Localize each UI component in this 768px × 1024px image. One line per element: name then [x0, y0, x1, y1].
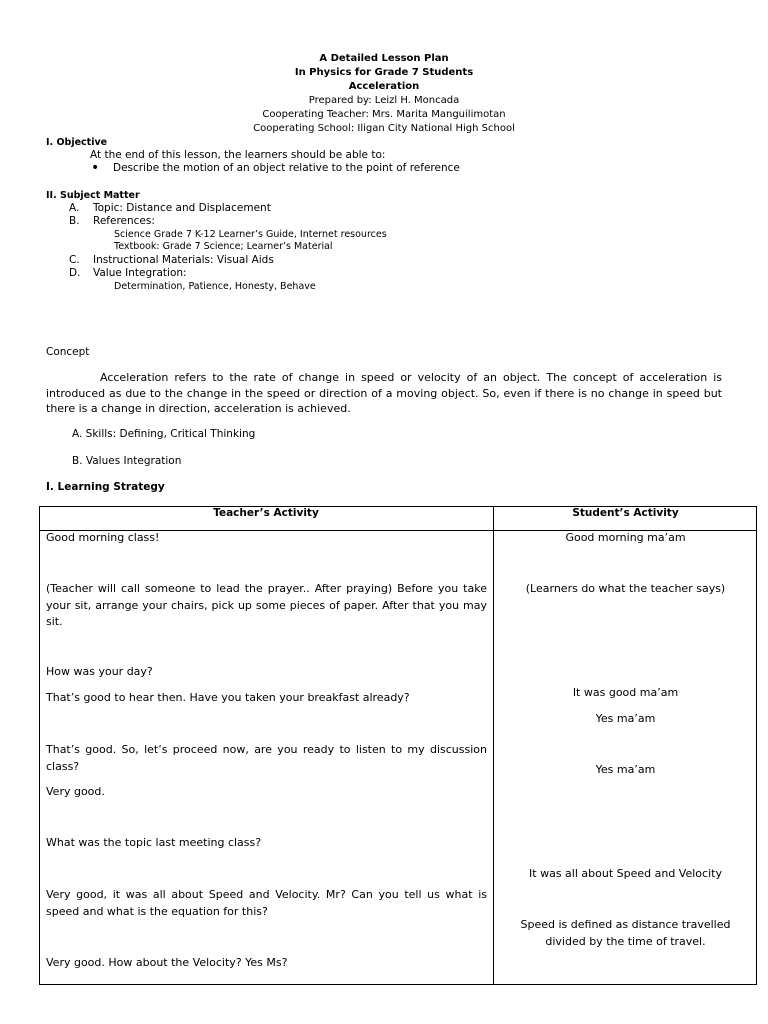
prepared-by: Prepared by: Leizl H. Moncada	[308, 95, 460, 106]
cooperating-teacher: Cooperating Teacher: Mrs. Marita Manguilimotan	[262, 109, 506, 120]
student-activity-row: (Learners do what the teacher says)	[525, 582, 726, 595]
teacher-activity-row: Very good. How about the Velocity? Yes Ms?	[46, 956, 288, 969]
student-activity-row: Yes ma’am	[595, 712, 656, 725]
document-title: A Detailed Lesson Plan	[319, 53, 449, 64]
teacher-activity-row: How was your day?	[46, 665, 153, 678]
objective-intro: At the end of this lesson, the learners should be able to:	[90, 149, 386, 161]
cooperating-school: Cooperating School: Iligan City National High School	[253, 123, 515, 134]
student-activity-row: It was all about Speed and Velocity	[529, 867, 722, 880]
concept-paragraph: Acceleration refers to the rate of change in speed or velocity of an object. The concept of acceleration is introduced as due to the change in the speed or direction of a moving object. So, even if there is no change in speed but there is a change in direction, acceleration is achieved.	[46, 371, 722, 415]
student-activity-row: Good morning ma’am	[565, 531, 686, 544]
learning-strategy-heading: I. Learning Strategy	[46, 481, 165, 493]
teacher-activity-row: That’s good to hear then. Have you taken your breakfast already?	[46, 691, 410, 704]
teacher-activity-row: Good morning class!	[46, 531, 160, 544]
document-subtitle: In Physics for Grade 7 Students	[294, 67, 474, 78]
bullet-icon: •	[91, 160, 100, 176]
teacher-activity-row: What was the topic last meeting class?	[46, 836, 262, 849]
values-integration-line: B. Values Integration	[72, 455, 182, 467]
student-column-header: Student’s Activity	[572, 507, 679, 519]
teacher-activity-row: Very good, it was all about Speed and Velocity. Mr? Can you tell us what is speed and what is the equation for this?	[46, 888, 487, 918]
subject-references: B. References:	[69, 215, 155, 227]
objective-heading: I. Objective	[46, 137, 108, 148]
document-topic: Acceleration	[348, 81, 420, 92]
concept-heading: Concept	[46, 346, 90, 358]
values-list: Determination, Patience, Honesty, Behave	[114, 281, 316, 292]
teacher-activity-row: Very good.	[46, 785, 105, 798]
objective-item: Describe the motion of an object relative to the point of reference	[113, 162, 460, 174]
subject-materials: C. Instructional Materials: Visual Aids	[69, 254, 274, 266]
student-activity-row: It was good ma’am	[572, 686, 679, 699]
subject-values: D. Value Integration:	[69, 267, 187, 279]
teacher-activity-row: (Teacher will call someone to lead the prayer.. After praying) Before you take your sit, arrange your chairs, pick up some pieces of paper. After that you may sit.	[46, 582, 487, 628]
reference-item: Science Grade 7 K-12 Learner’s Guide, Internet resources	[114, 229, 387, 240]
subject-matter-heading: II. Subject Matter	[46, 190, 140, 201]
subject-topic: A. Topic: Distance and Displacement	[69, 202, 271, 214]
teacher-activity-row: That’s good. So, let’s proceed now, are you ready to listen to my discussion class?	[46, 743, 487, 773]
skills-line: A. Skills: Defining, Critical Thinking	[72, 428, 256, 440]
student-activity-row: Yes ma’am	[595, 763, 656, 776]
student-activity-row: Speed is defined as distance travelled divided by the time of travel.	[520, 918, 731, 948]
table-column-divider	[493, 506, 494, 985]
teacher-column-header: Teacher’s Activity	[213, 507, 319, 519]
reference-item: Textbook: Grade 7 Science; Learner’s Material	[114, 241, 333, 252]
